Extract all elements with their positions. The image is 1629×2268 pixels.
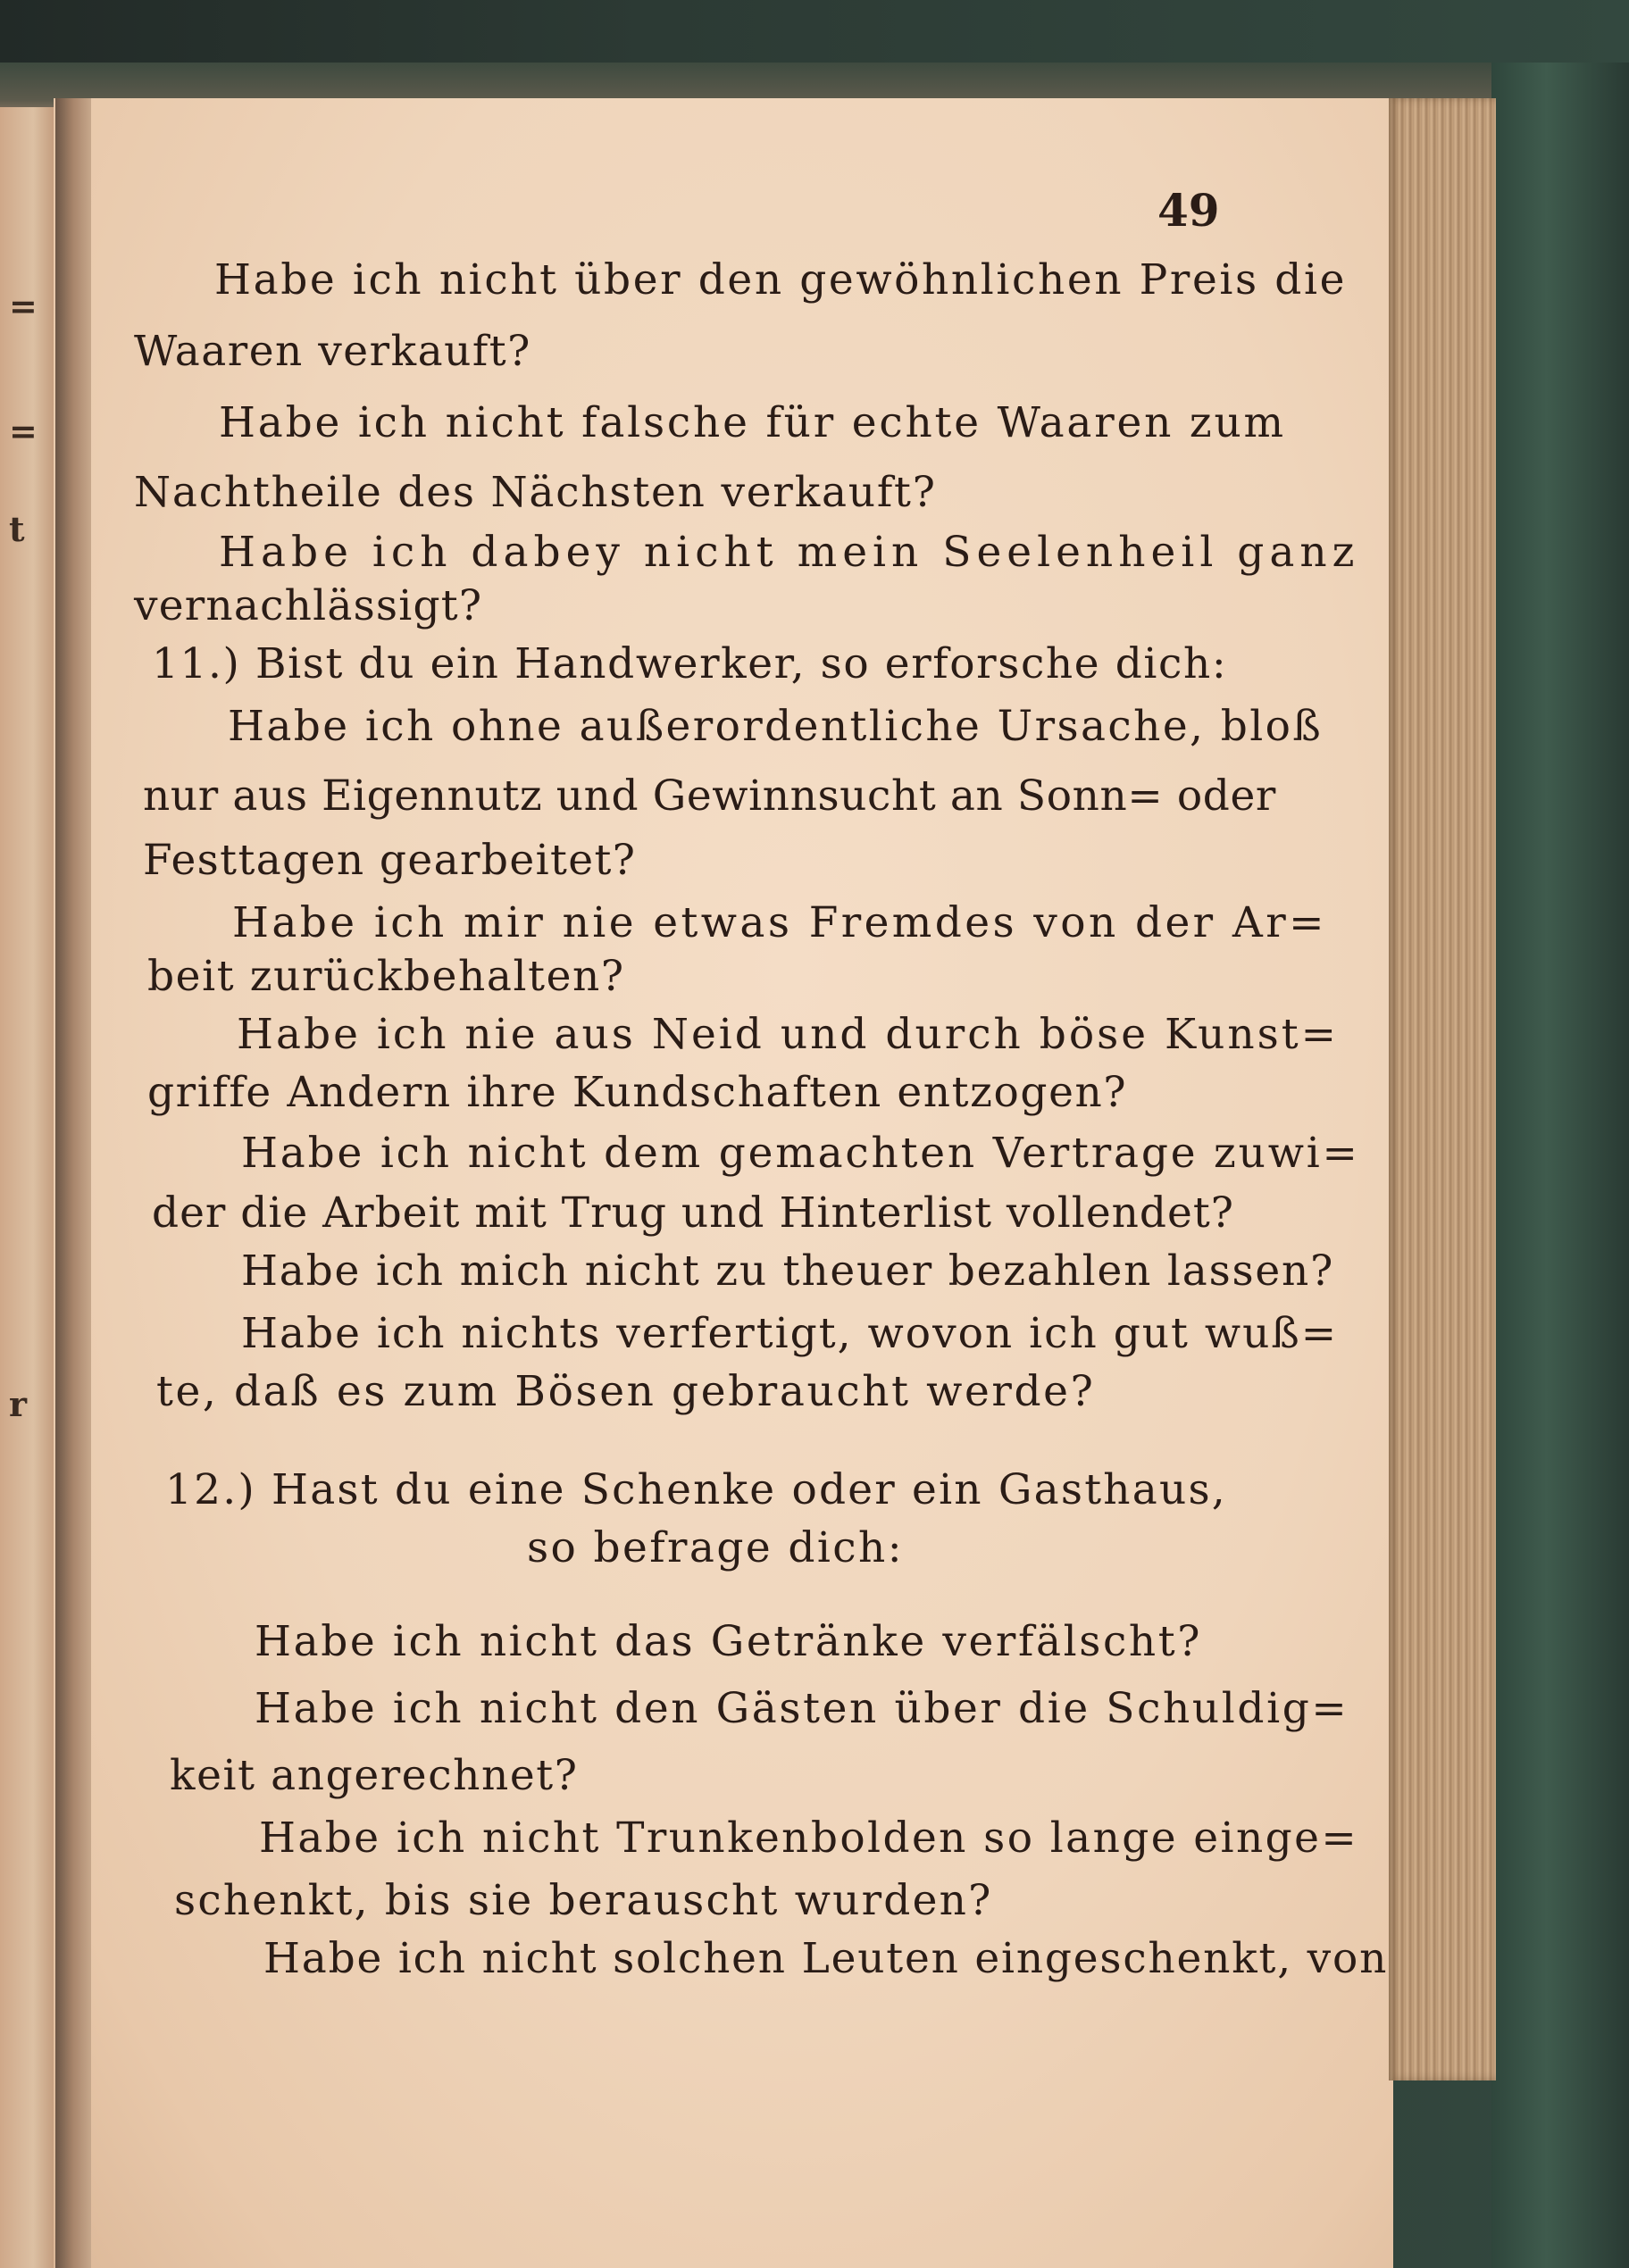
text-line: schenkt, bis sie berauscht wurden? [174, 1876, 993, 1925]
text-line: nur aus Eigennutz und Gewinnsucht an Sonn= oder [143, 771, 1276, 821]
text-line: Habe ich nie aus Neid und durch böse Kunst= [237, 1010, 1340, 1059]
text-line: Habe ich nicht dem gemachten Vertrage zuwi= [241, 1129, 1360, 1178]
text-line: Waaren verkauft? [134, 327, 531, 376]
text-line: te, daß es zum Bösen gebraucht werde? [156, 1367, 1096, 1416]
left-page-mark: = [9, 411, 38, 451]
text-line: Habe ich nicht das Getränke verfälscht? [255, 1617, 1203, 1666]
text-line: Habe ich nicht solchen Leuten eingeschenkt, von [263, 1934, 1389, 1983]
text-line: beit zurückbehalten? [147, 952, 625, 1001]
left-page-mark: r [9, 1384, 28, 1424]
text-line: Habe ich dabey nicht mein Seelenheil ganz [219, 528, 1360, 577]
page-number: 49 [1157, 184, 1220, 237]
text-line: Nachtheile des Nächsten verkauft? [134, 468, 937, 517]
text-line: Festtagen gearbeitet? [143, 836, 637, 885]
left-page-mark: = [9, 286, 38, 326]
text-line: Habe ich nicht den Gästen über die Schuldig= [255, 1684, 1349, 1733]
text-line: Habe ich mir nie etwas Fremdes von der Ar= [232, 898, 1327, 947]
text-line: Habe ich nichts verfertigt, wovon ich gut wuß= [241, 1309, 1339, 1358]
text-line: der die Arbeit mit Trug und Hinterlist vollendet? [152, 1188, 1234, 1238]
text-line: 12.) Hast du eine Schenke oder ein Gasthaus, [165, 1465, 1227, 1514]
text-line: Habe ich mich nicht zu theuer bezahlen lassen? [241, 1247, 1335, 1296]
text-line: 11.) Bist du ein Handwerker, so erforsche dich: [152, 639, 1228, 688]
text-line: keit angerechnet? [170, 1751, 579, 1800]
text-line: griffe Andern ihre Kundschaften entzogen? [147, 1068, 1128, 1117]
text-line: Habe ich nicht Trunkenbolden so lange einge= [259, 1814, 1359, 1863]
text-line: Habe ich nicht über den gewöhnlichen Preis die [214, 255, 1348, 304]
left-page-mark: t [9, 509, 25, 549]
text-line: Habe ich ohne außerordentliche Ursache, bloß [228, 702, 1324, 751]
text-line: so befrage dich: [527, 1523, 904, 1572]
text-line: vernachlässigt? [134, 581, 483, 630]
text-line: Habe ich nicht falsche für echte Waaren zum [219, 398, 1286, 447]
